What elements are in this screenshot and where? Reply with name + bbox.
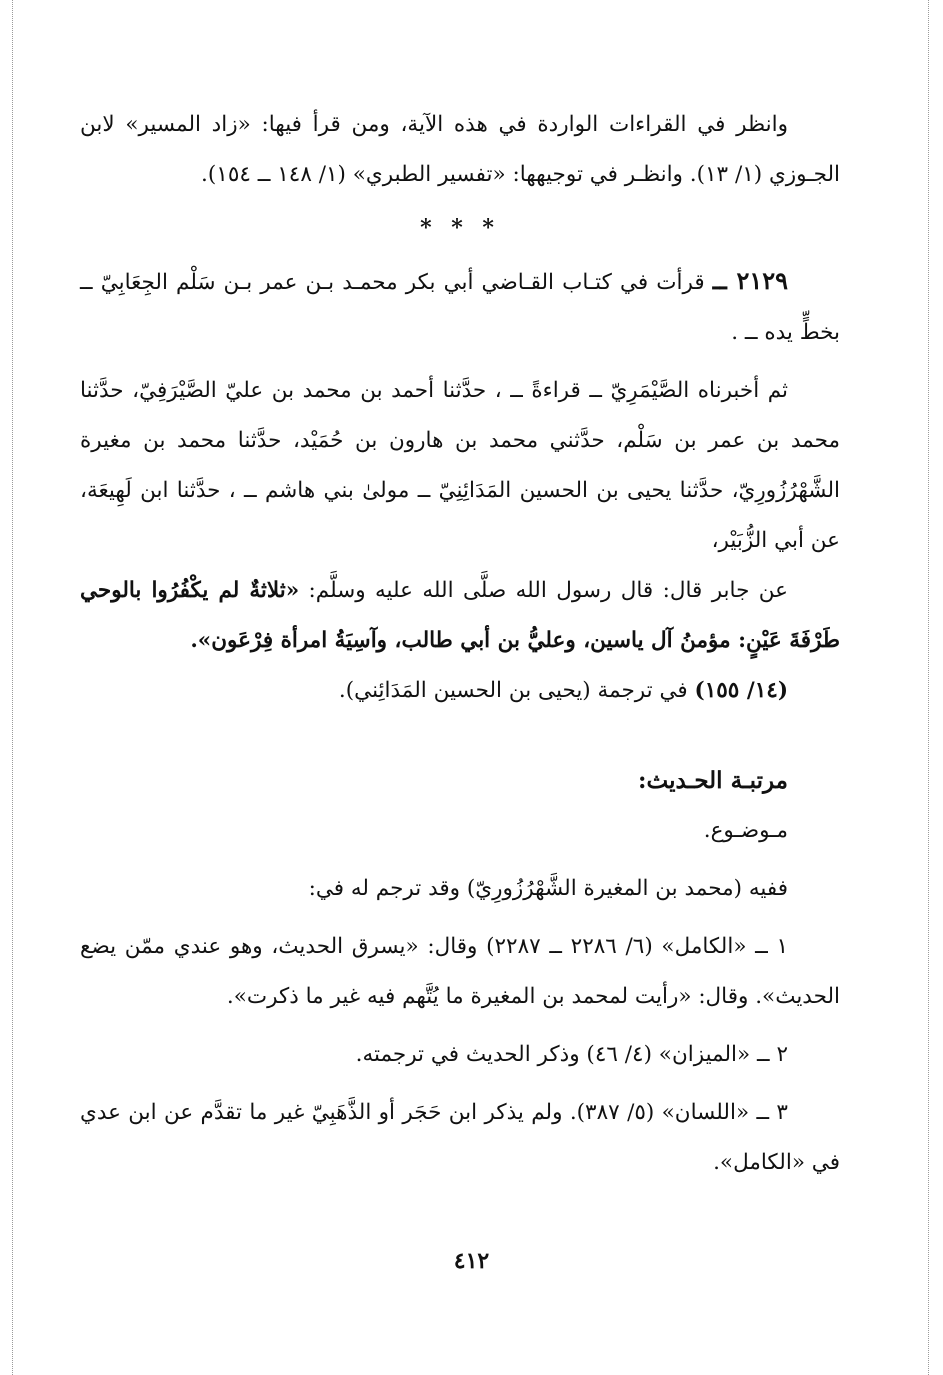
entry-citation xyxy=(80,666,840,716)
page-body xyxy=(80,100,840,1188)
entry-matn xyxy=(80,566,840,666)
entry-intro-text: قرأت في كتـاب القـاضي أبي بكر محمـد بـن عمر بـن سَلْم الجِعَابِيّ ــ بخطٍّ يده ــ . xyxy=(80,270,840,345)
grading-heading: مرتبـة الحـديث: xyxy=(638,767,788,794)
footnote-top: وانظر في القراءات الواردة في هذه الآية، ومن قرأ فيها: «زاد المسير» لابن الجـوزي (١/ ١٣). وانظـر في توجيهها: «تفسير الطبري» (١/ ١٤٨ ــ ١٥٤). xyxy=(80,112,840,187)
section-separator: * * * xyxy=(420,215,500,241)
right-page-edge xyxy=(928,0,929,1375)
citation-ref: (١٤/ ١٥٥) xyxy=(694,678,788,703)
citation-rest: في ترجمة (يحيى بن الحسين المَدَائِني). xyxy=(338,678,688,703)
entry-isnad: ثم أخبرناه الصَّيْمَرِيّ ــ قراءةً ــ ، حدَّثنا أحمد بن محمد بن عليّ الصَّيْرَفِيّ، حدَّثنا محمد بن عمر بن سَلْم، حدَّثني محمد بن هارون بن حُمَيْد، حدَّثنا محمد بن مغيرة الشَّهْرُزُورِيّ، حدَّثنا يحيى بن الحسين المَدَائِنِيّ ــ مولىٰ بني هاشم ــ ، حدَّثنا ابن لَهِيعَة، عن أبي الزُّبَيْر، xyxy=(80,378,840,553)
left-page-edge xyxy=(12,0,13,1375)
entry-intro xyxy=(80,256,840,358)
source-item: ٢ ــ «الميزان» (٤/ ٤٦) وذكر الحديث في ترجمته. xyxy=(355,1042,788,1067)
matn-lead: عن جابر قال: قال رسول الله صلَّى الله عليه وسلَّم: xyxy=(308,578,788,603)
source-item: ٣ ــ «اللسان» (٥/ ٣٨٧). ولم يذكر ابن حَجَر أو الذَّهَبِيّ غير ما تقدَّم عن ابن عدي في «الكامل». xyxy=(80,1100,840,1175)
page-number: ٤١٢ xyxy=(453,1248,490,1274)
matn-text: «ثلاثةٌ لم يكْفُرُوا بالوحي طَرْفَةَ عَيْنٍ: مؤمنُ آل ياسين، وعليُّ بن أبي طالب، وآسِيَةُ امرأة فِرْعَون». xyxy=(80,578,840,653)
grading-verdict: مـوضـوع. xyxy=(703,818,788,843)
grading-reason: ففيه (محمد بن المغيرة الشَّهْرُزُورِيّ) وقد ترجم له في: xyxy=(308,876,788,901)
source-item: ١ ــ «الكامل» (٦/ ٢٢٨٦ ــ ٢٢٨٧) وقال: «يسرق الحديث، وهو عندي ممّن يضع الحديث». وقال: «رأيت لمحمد بن المغيرة ما يُتَّهم فيه غير ما ذكرت». xyxy=(80,934,840,1009)
entry-number: ٢١٢٩ ــ xyxy=(712,266,789,295)
